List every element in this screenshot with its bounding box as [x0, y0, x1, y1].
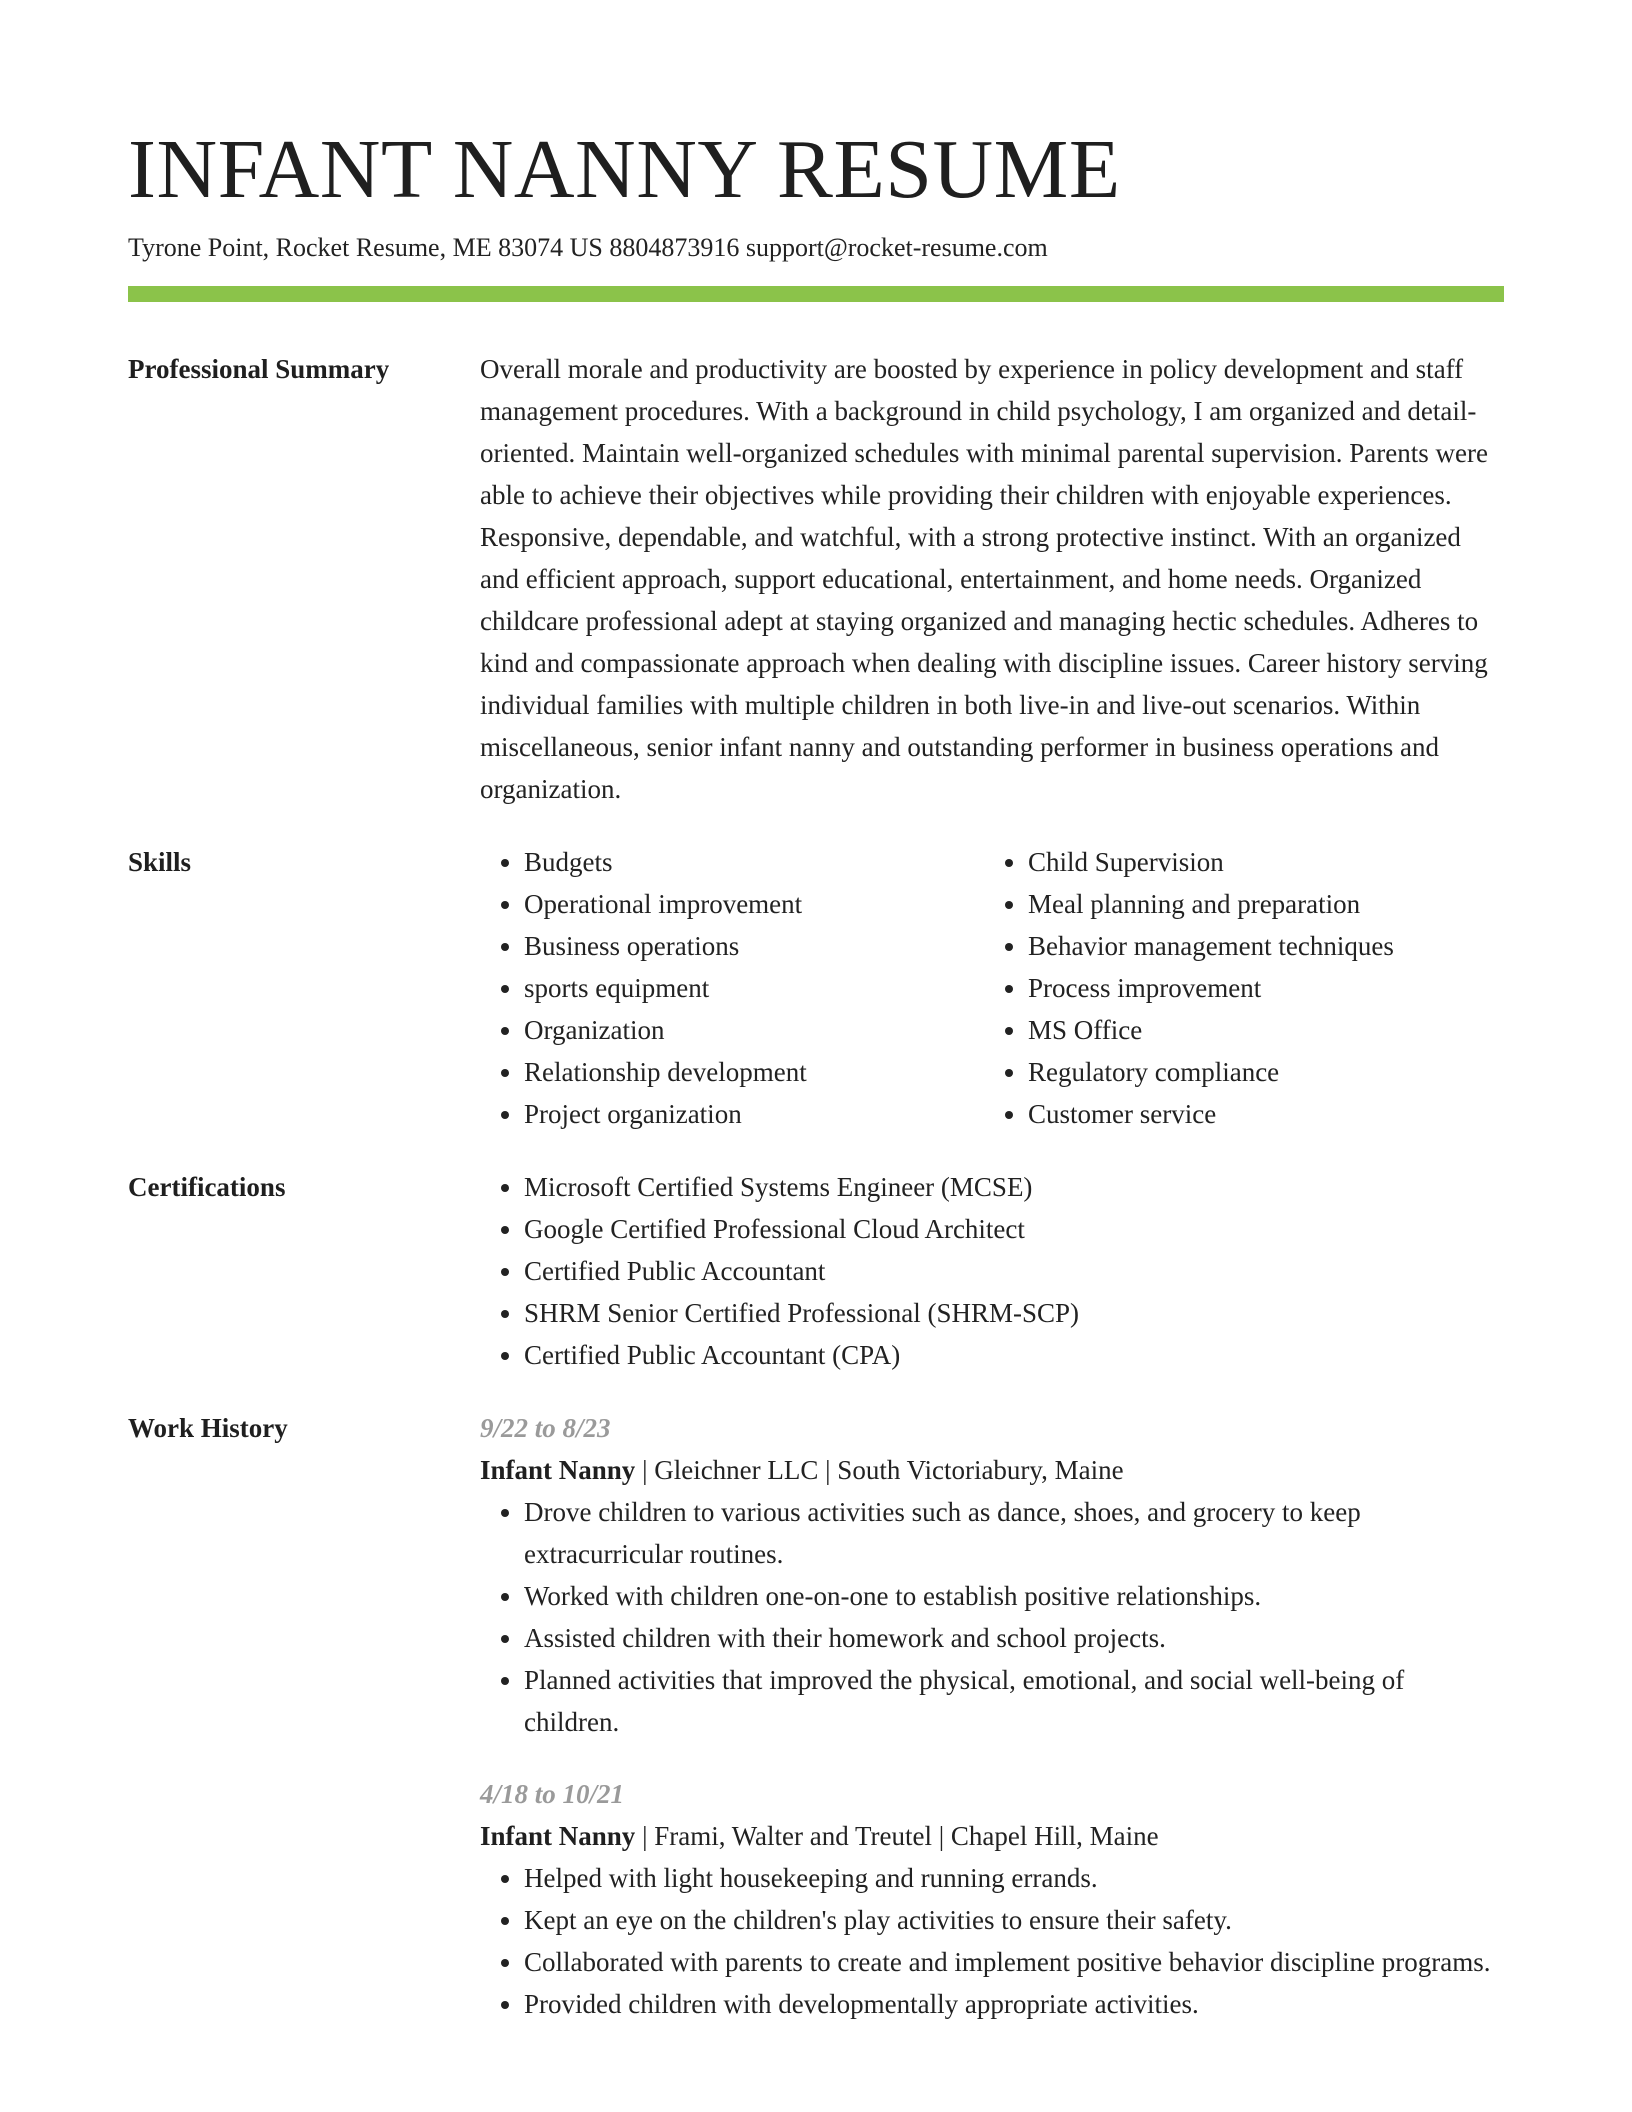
job-duty-item: • Collaborated with parents to create and implement positive behavior discipline programs.	[524, 1941, 1504, 1983]
skills-section	[128, 841, 1504, 1135]
skill-item: • Budgets	[524, 841, 984, 883]
summary-heading: Professional Summary	[128, 354, 390, 384]
skill-item: • Behavior management techniques	[1028, 925, 1488, 967]
skill-item: • sports equipment	[524, 967, 984, 1009]
summary-section	[128, 348, 1504, 810]
skill-item: • Child Supervision	[1028, 841, 1488, 883]
job-title: Infant Nanny	[480, 1455, 636, 1485]
certifications-list	[480, 1166, 1504, 1376]
work-history-heading: Work History	[128, 1413, 288, 1443]
skills-heading: Skills	[128, 847, 192, 877]
job-duty-item: • Provided children with developmentally appropriate activities.	[524, 1983, 1504, 2025]
job-header	[480, 1815, 1504, 1857]
work-history-body	[480, 1407, 1504, 2025]
job-duties-list	[480, 1857, 1504, 2025]
skill-item: • Regulatory compliance	[1028, 1051, 1488, 1093]
skill-item: • Meal planning and preparation	[1028, 883, 1488, 925]
contact-email: support@rocket-resume.com	[745, 233, 1048, 262]
skill-item: • MS Office	[1028, 1009, 1488, 1051]
job-duty-item: • Worked with children one-on-one to establish positive relationships.	[524, 1575, 1504, 1617]
certifications-body	[480, 1166, 1504, 1376]
job-title: Infant Nanny	[480, 1821, 636, 1851]
skill-item: • Customer service	[1028, 1093, 1488, 1135]
job-employer-location: | Gleichner LLC | South Victoriabury, Maine	[635, 1455, 1124, 1485]
certification-item: • Certified Public Accountant (CPA)	[524, 1334, 1504, 1376]
job-entry	[480, 1773, 1504, 2025]
work-history-section	[128, 1407, 1504, 2025]
job-duty-item: • Planned activities that improved the physical, emotional, and social well-being of children.	[524, 1659, 1504, 1743]
skills-list-left	[480, 841, 984, 1135]
skill-item: • Project organization	[524, 1093, 984, 1135]
resume-page	[128, 120, 1504, 2025]
certification-item: • Google Certified Professional Cloud Architect	[524, 1208, 1504, 1250]
skills-list-right	[984, 841, 1488, 1135]
contact-phone: 8804873916	[609, 233, 740, 262]
skill-item: • Organization	[524, 1009, 984, 1051]
job-duty-item: • Helped with light housekeeping and running errands.	[524, 1857, 1504, 1899]
certification-item: • Certified Public Accountant	[524, 1250, 1504, 1292]
skill-item: • Relationship development	[524, 1051, 984, 1093]
skill-item: • Operational improvement	[524, 883, 984, 925]
job-header	[480, 1449, 1504, 1491]
summary-body	[480, 348, 1504, 810]
job-duty-item: • Assisted children with their homework and school projects.	[524, 1617, 1504, 1659]
job-dates: 4/18 to 10/21	[480, 1779, 625, 1809]
skills-body	[480, 841, 1504, 1135]
accent-divider	[128, 286, 1504, 302]
certifications-section	[128, 1166, 1504, 1376]
resume-title: INFANT NANNY RESUME	[128, 123, 1121, 216]
job-employer-location: | Frami, Walter and Treutel | Chapel Hill, Maine	[635, 1821, 1159, 1851]
job-entry	[480, 1407, 1504, 1743]
certifications-heading: Certifications	[128, 1172, 286, 1202]
job-duty-item: • Drove children to various activities such as dance, shoes, and grocery to keep extracurricular routines.	[524, 1491, 1504, 1575]
certification-item: • Microsoft Certified Systems Engineer (MCSE)	[524, 1166, 1504, 1208]
contact-address: Tyrone Point, Rocket Resume, ME 83074 US	[128, 233, 603, 262]
skill-item: • Process improvement	[1028, 967, 1488, 1009]
skill-item: • Business operations	[524, 925, 984, 967]
job-duty-item: • Kept an eye on the children's play activities to ensure their safety.	[524, 1899, 1504, 1941]
contact-line	[128, 230, 1504, 266]
certification-item: • SHRM Senior Certified Professional (SHRM-SCP)	[524, 1292, 1504, 1334]
skills-columns	[480, 841, 1504, 1135]
summary-text: Overall morale and productivity are boosted by experience in policy development and staff management procedures. With a background in child psychology, I am organized and detail-oriented. Maintain well-organized schedules with minimal parental supervision. Parents were able to achieve their objectives while providing their children with enjoyable experiences. Responsive, dependable, and watchful, with a strong protective instinct. With an organized and efficient approach, support educational, entertainment, and home needs. Organized childcare professional adept at staying organized and managing hectic schedules. Adheres to kind and compassionate approach when dealing with discipline issues. Career history serving individual families with multiple children in both live-in and live-out scenarios. Within miscellaneous, senior infant nanny and outstanding performer in business operations and organization.	[480, 354, 1488, 804]
job-dates: 9/22 to 8/23	[480, 1413, 611, 1443]
job-duties-list	[480, 1491, 1504, 1743]
